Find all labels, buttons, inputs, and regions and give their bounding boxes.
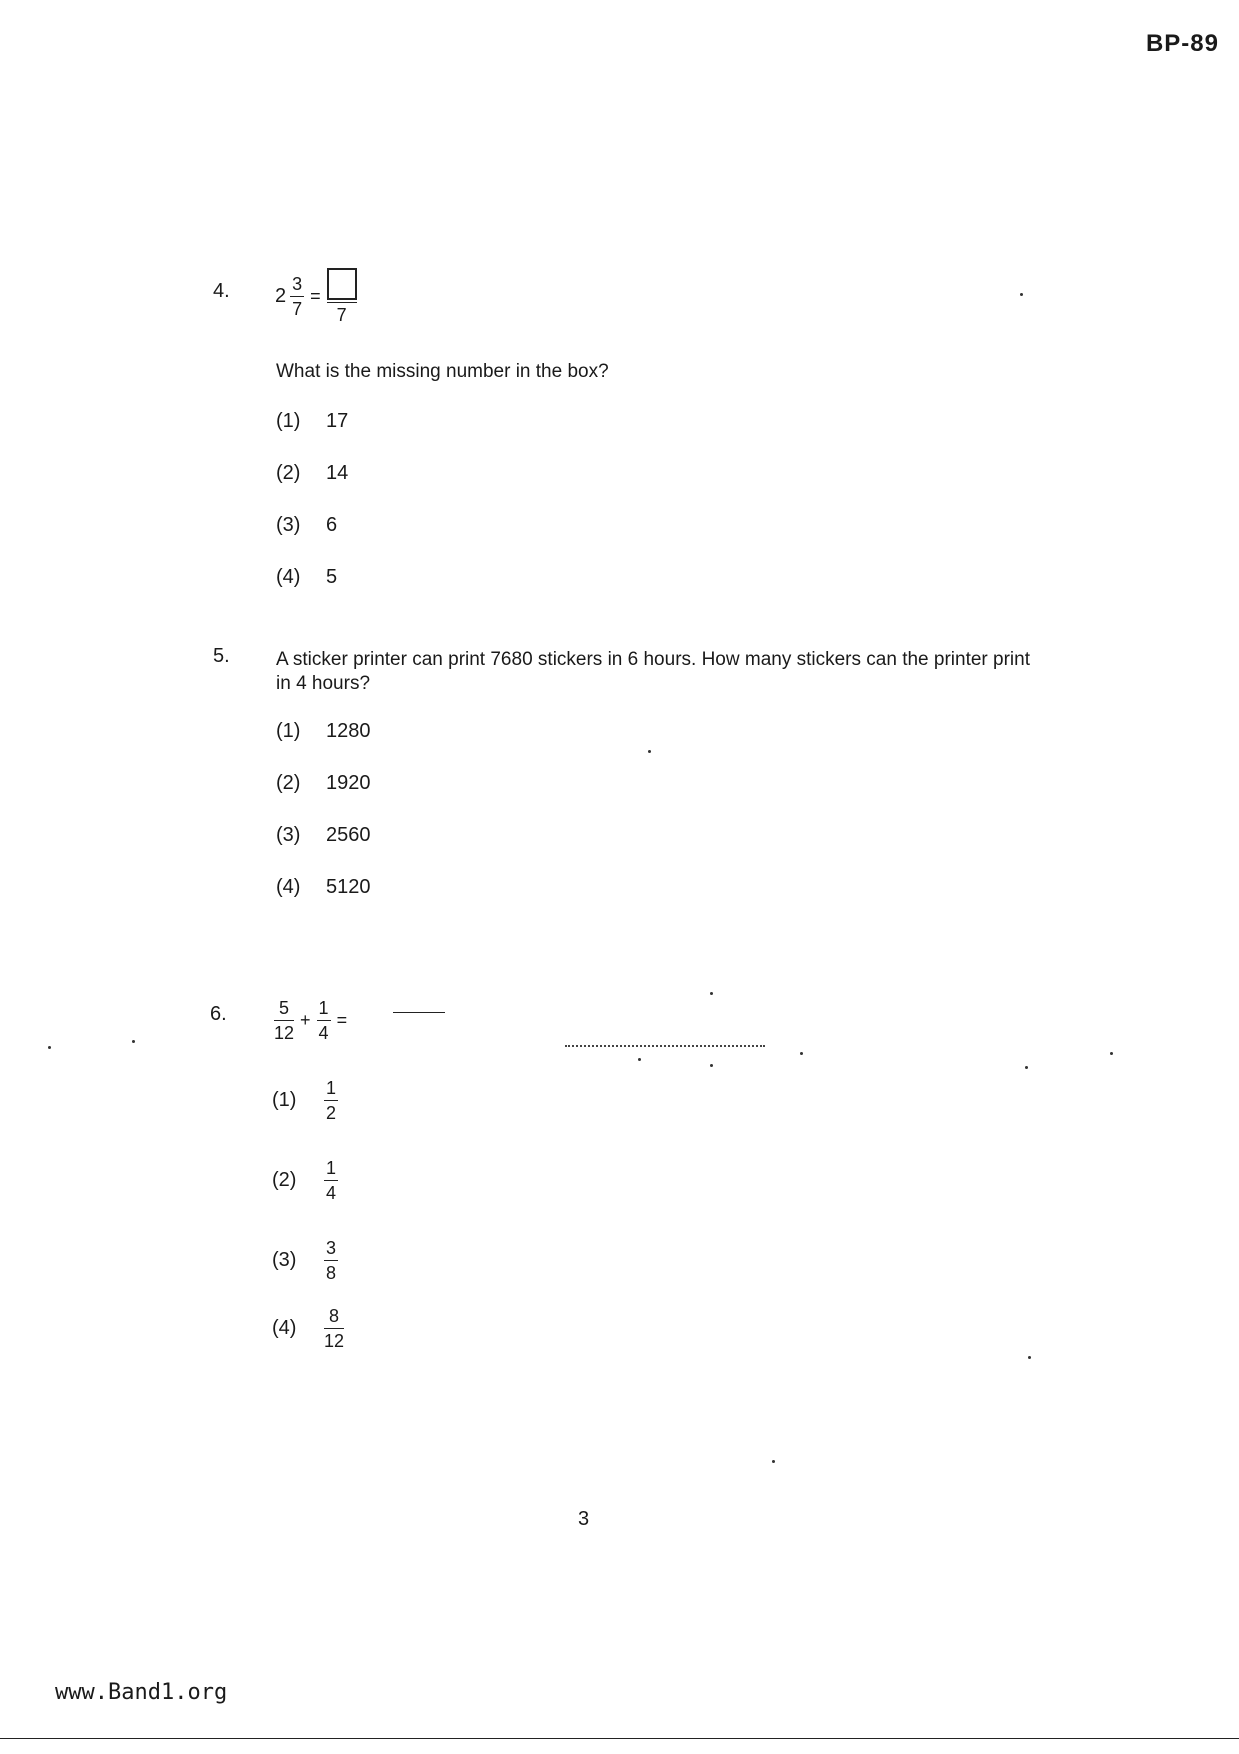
plus-sign: + xyxy=(300,1010,311,1030)
question-5-prompt: A sticker printer can print 7680 stickers in 6 hours. How many stickers can the printer print in 4 hours? xyxy=(276,649,1030,694)
question-6-option-3: (3) $\frac{3}{8}$ xyxy=(272,1238,337,1283)
question-5-option-1: (1) 1280 xyxy=(276,720,371,742)
page-number: 3 xyxy=(578,1508,590,1530)
question-6-option-2: (2) $\frac{1}{4}$ xyxy=(272,1158,337,1203)
equals-sign: = xyxy=(336,1010,348,1030)
scan-dotted-mark xyxy=(565,1045,765,1047)
scan-speck xyxy=(638,1058,641,1061)
question-4-prompt: What is the missing number in the box? xyxy=(276,361,609,382)
question-4-equation xyxy=(275,268,357,325)
answer-blank-line xyxy=(393,1012,445,1013)
question-4-option-3: (3) 6 xyxy=(276,514,338,536)
question-6-option-1: (1) $\frac{1}{2}$ xyxy=(272,1078,337,1123)
equals-sign: = xyxy=(310,286,321,306)
question-5-option-2: (2) 1920 xyxy=(276,772,371,794)
fraction-b: $\frac{1}{4}$ xyxy=(318,998,329,1043)
scan-speck xyxy=(800,1052,803,1055)
footer-website: www.Band1.org xyxy=(55,1680,228,1705)
scan-speck xyxy=(1025,1066,1028,1069)
scan-speck xyxy=(48,1046,51,1049)
question-5-number: 5. xyxy=(213,645,230,667)
scan-speck xyxy=(648,750,651,753)
mixed-whole: 2 xyxy=(275,285,287,307)
question-6-option-4: (4) $\frac{8}{12}$ xyxy=(272,1306,345,1351)
question-4-number: 4. xyxy=(213,280,230,302)
question-6-expression xyxy=(274,998,445,1043)
scan-speck xyxy=(710,992,713,995)
scan-speck xyxy=(772,1460,775,1463)
mixed-fraction: $\frac{3}{7}$ xyxy=(292,274,303,319)
scan-speck xyxy=(1110,1052,1113,1055)
scan-speck xyxy=(132,1040,135,1043)
missing-number-box xyxy=(327,268,357,300)
fraction-a: $\frac{5}{12}$ xyxy=(274,998,295,1043)
question-4-option-2: (2) 14 xyxy=(276,462,349,484)
paper-code: BP-89 xyxy=(1145,30,1219,57)
result-fraction: 7 xyxy=(327,268,357,325)
question-4-option-1: (1) 17 xyxy=(276,410,349,432)
bottom-rule xyxy=(0,1738,1239,1739)
question-5-option-3: (3) 2560 xyxy=(276,824,371,846)
scan-speck xyxy=(710,1064,713,1067)
question-5-option-4: (4) 5120 xyxy=(276,876,371,898)
question-6-number: 6. xyxy=(210,1003,227,1025)
scan-speck xyxy=(1020,293,1023,296)
scan-speck xyxy=(1028,1356,1031,1359)
question-4-option-4: (4) 5 xyxy=(276,566,338,588)
